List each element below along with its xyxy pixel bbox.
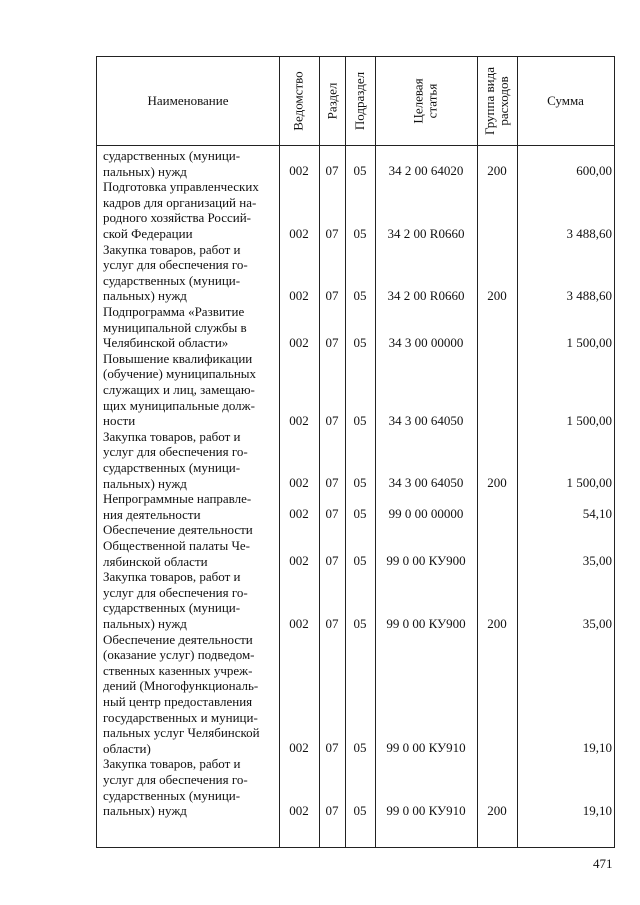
table-row bbox=[97, 179, 614, 241]
row-name-line: Обеспечение деятельности bbox=[103, 522, 253, 538]
header-name-label: Наименование bbox=[147, 93, 229, 108]
row-name bbox=[103, 304, 279, 351]
cell-vedomstvo: 002 bbox=[289, 163, 309, 179]
row-name-line: пальных) нужд bbox=[103, 475, 187, 491]
row-name-line: сударственных (муници- bbox=[103, 148, 241, 163]
row-name-line: услуг для обеспечения го- bbox=[103, 771, 248, 787]
row-name-line: ный центр предоставления bbox=[103, 693, 253, 709]
row-name-line: Общественной палаты Че- bbox=[103, 537, 250, 553]
table-row bbox=[97, 429, 614, 491]
cell-razdel: 07 bbox=[325, 475, 339, 491]
cell-razdel: 07 bbox=[325, 163, 339, 179]
cell-tselevaya: 99 0 00 КУ900 bbox=[386, 553, 466, 569]
row-name-line: Повышение квалификации bbox=[103, 350, 253, 366]
header-tselevaya bbox=[375, 57, 477, 145]
table-row bbox=[97, 148, 614, 179]
header-podrazdel bbox=[345, 57, 375, 145]
cell-razdel: 07 bbox=[325, 334, 339, 350]
cell-vedomstvo: 002 bbox=[289, 287, 309, 303]
row-name bbox=[103, 756, 279, 818]
row-name-line: Непрограммные направле- bbox=[103, 491, 252, 507]
cell-summa: 600,00 bbox=[576, 163, 612, 179]
row-name-line: сударственных (муници- bbox=[103, 272, 241, 288]
cell-vedomstvo: 002 bbox=[289, 475, 309, 491]
header-podrazdel-label: Подраздел bbox=[352, 71, 368, 131]
cell-razdel: 07 bbox=[325, 506, 339, 522]
row-name bbox=[103, 429, 279, 491]
row-name bbox=[103, 242, 279, 304]
cell-summa: 1 500,00 bbox=[566, 412, 612, 428]
row-name-line: ности bbox=[103, 413, 136, 429]
row-name bbox=[103, 632, 279, 757]
table-row bbox=[97, 491, 614, 522]
cell-gruppa: 200 bbox=[487, 802, 507, 818]
cell-summa: 1 500,00 bbox=[566, 334, 612, 350]
cell-summa: 35,00 bbox=[582, 615, 612, 631]
row-name-line: Челябинской области» bbox=[103, 335, 229, 351]
budget-table bbox=[96, 56, 615, 848]
cell-tselevaya: 34 2 00 R0660 bbox=[387, 225, 465, 241]
cell-razdel: 07 bbox=[325, 287, 339, 303]
cell-podrazdel: 05 bbox=[353, 615, 367, 631]
cell-razdel: 07 bbox=[325, 412, 339, 428]
row-name-line: ской Федерации bbox=[103, 225, 193, 241]
header-divider bbox=[97, 145, 614, 146]
header-name bbox=[97, 57, 279, 145]
cell-tselevaya: 34 3 00 64050 bbox=[388, 475, 464, 491]
cell-gruppa: 200 bbox=[487, 287, 507, 303]
row-name-line: сударственных (муници- bbox=[103, 787, 241, 803]
cell-tselevaya: 34 3 00 64050 bbox=[388, 412, 464, 428]
table-row bbox=[97, 304, 614, 351]
row-name-line: сударственных (муници- bbox=[103, 600, 241, 616]
cell-tselevaya: 99 0 00 КУ910 bbox=[386, 740, 466, 756]
header-vedomstvo bbox=[279, 57, 319, 145]
cell-tselevaya: 99 0 00 КУ900 bbox=[386, 615, 466, 631]
row-name-line: Закупка товаров, работ и bbox=[103, 756, 241, 772]
cell-summa: 54,10 bbox=[582, 506, 612, 522]
cell-summa: 19,10 bbox=[582, 802, 612, 818]
header-summa bbox=[517, 57, 614, 145]
cell-podrazdel: 05 bbox=[353, 802, 367, 818]
header-razdel bbox=[319, 57, 345, 145]
cell-summa: 35,00 bbox=[582, 553, 612, 569]
row-name-line: области) bbox=[103, 740, 151, 756]
header-gruppa-line: Группа вида bbox=[482, 67, 498, 135]
header-tselevaya-line: статья bbox=[424, 83, 440, 119]
row-name-line: пальных услуг Челябинской bbox=[103, 725, 260, 741]
row-name bbox=[103, 179, 279, 241]
row-name-line: пальных) нужд bbox=[103, 803, 187, 819]
table-row bbox=[97, 522, 614, 569]
cell-podrazdel: 05 bbox=[353, 553, 367, 569]
cell-razdel: 07 bbox=[325, 740, 339, 756]
header-gruppa-line: расходов bbox=[496, 76, 512, 126]
cell-tselevaya: 34 2 00 R0660 bbox=[387, 287, 465, 303]
row-name bbox=[103, 148, 279, 179]
row-name-line: Обеспечение деятельности bbox=[103, 631, 253, 647]
row-name-line: ственных казенных учреж- bbox=[103, 662, 253, 678]
header-razdel-label: Раздел bbox=[324, 82, 339, 120]
cell-tselevaya: 34 2 00 64020 bbox=[388, 163, 464, 179]
cell-tselevaya: 99 0 00 КУ910 bbox=[386, 802, 466, 818]
header-tselevaya-line: Целевая bbox=[410, 78, 426, 124]
header-gruppa bbox=[477, 57, 517, 145]
cell-summa: 3 488,60 bbox=[566, 225, 612, 241]
table-row bbox=[97, 569, 614, 631]
row-name-line: служащих и лиц, замещаю- bbox=[103, 381, 255, 397]
row-name-line: родного хозяйства Россий- bbox=[103, 210, 251, 226]
cell-vedomstvo: 002 bbox=[289, 802, 309, 818]
cell-razdel: 07 bbox=[325, 225, 339, 241]
cell-podrazdel: 05 bbox=[353, 334, 367, 350]
cell-vedomstvo: 002 bbox=[289, 412, 309, 428]
row-name-line: муниципальной службы в bbox=[103, 319, 247, 335]
cell-razdel: 07 bbox=[325, 553, 339, 569]
cell-summa: 1 500,00 bbox=[566, 475, 612, 491]
cell-razdel: 07 bbox=[325, 615, 339, 631]
cell-podrazdel: 05 bbox=[353, 287, 367, 303]
cell-tselevaya: 34 3 00 00000 bbox=[388, 334, 464, 350]
cell-vedomstvo: 002 bbox=[289, 740, 309, 756]
cell-vedomstvo: 002 bbox=[289, 334, 309, 350]
row-name-line: услуг для обеспечения го- bbox=[103, 444, 248, 460]
cell-summa: 3 488,60 bbox=[566, 287, 612, 303]
cell-podrazdel: 05 bbox=[353, 475, 367, 491]
row-name-line: лябинской области bbox=[103, 553, 208, 569]
cell-razdel: 07 bbox=[325, 802, 339, 818]
row-name-line: дений (Многофункциональ- bbox=[103, 678, 259, 694]
header-summa-label: Сумма bbox=[547, 93, 584, 108]
row-name-line: услуг для обеспечения го- bbox=[103, 257, 248, 273]
row-name-line: ния деятельности bbox=[103, 506, 201, 522]
row-name-line: щих муниципальные долж- bbox=[103, 397, 255, 413]
row-name-line: пальных) нужд bbox=[103, 615, 187, 631]
cell-podrazdel: 05 bbox=[353, 225, 367, 241]
cell-summa: 19,10 bbox=[582, 740, 612, 756]
cell-vedomstvo: 002 bbox=[289, 506, 309, 522]
cell-vedomstvo: 002 bbox=[289, 615, 309, 631]
row-name-line: Закупка товаров, работ и bbox=[103, 241, 241, 257]
header-tselevaya-label bbox=[412, 78, 440, 123]
cell-vedomstvo: 002 bbox=[289, 225, 309, 241]
row-name-line: Закупка товаров, работ и bbox=[103, 428, 241, 444]
table-row bbox=[97, 756, 614, 818]
row-name-line: пальных) нужд bbox=[103, 163, 187, 179]
row-name bbox=[103, 569, 279, 631]
cell-vedomstvo: 002 bbox=[289, 553, 309, 569]
row-name-line: услуг для обеспечения го- bbox=[103, 584, 248, 600]
row-name-line: Закупка товаров, работ и bbox=[103, 569, 241, 585]
row-name-line: (оказание услуг) подведом- bbox=[103, 647, 255, 663]
cell-gruppa: 200 bbox=[487, 163, 507, 179]
cell-gruppa: 200 bbox=[487, 615, 507, 631]
row-name bbox=[103, 491, 279, 522]
row-name-line: Подготовка управленческих bbox=[103, 179, 259, 195]
row-name bbox=[103, 351, 279, 429]
header-vedomstvo-label: Ведомство bbox=[291, 71, 306, 131]
row-name-line: пальных) нужд bbox=[103, 288, 187, 304]
header-gruppa-label bbox=[483, 67, 511, 135]
cell-podrazdel: 05 bbox=[353, 412, 367, 428]
cell-tselevaya: 99 0 00 00000 bbox=[388, 506, 464, 522]
page-number: 471 bbox=[593, 856, 613, 871]
row-name-line: кадров для организаций на- bbox=[103, 194, 257, 210]
row-name-line: государственных и муници- bbox=[103, 709, 258, 725]
row-name-line: сударственных (муници- bbox=[103, 459, 241, 475]
cell-podrazdel: 05 bbox=[353, 163, 367, 179]
cell-podrazdel: 05 bbox=[353, 740, 367, 756]
cell-gruppa: 200 bbox=[487, 475, 507, 491]
cell-podrazdel: 05 bbox=[353, 506, 367, 522]
row-name-line: (обучение) муниципальных bbox=[103, 366, 257, 382]
row-name-line: Подпрограмма «Развитие bbox=[103, 304, 245, 319]
table-row bbox=[97, 242, 614, 304]
table-row bbox=[97, 632, 614, 757]
row-name bbox=[103, 522, 279, 569]
table-row bbox=[97, 351, 614, 429]
